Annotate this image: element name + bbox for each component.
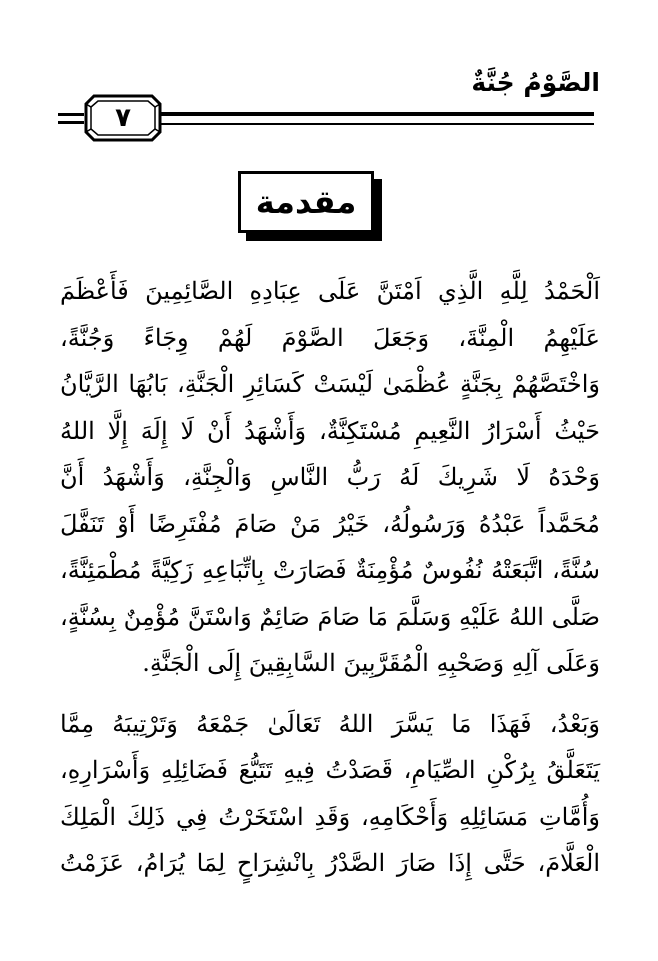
text-line: وَأُمَّاتِ مَسَائِلِهِ وَأَحْكَامِهِ، وَقَدِ اسْتَخَرْتُ فِي ذَلِكَ الْمَلِكَ	[60, 802, 600, 831]
paragraph	[60, 701, 600, 887]
header-rule-right	[160, 112, 594, 125]
text-line: صَلَّى اللهُ عَلَيْهِ وَسَلَّمَ مَا صَامَ صَائِمٌ وَاسْتَنَّ مُؤْمِنٌ بِسُنَّةٍ،	[60, 602, 600, 631]
text-line: الْعَلَّامَ، حَتَّى إِذَا صَارَ الصَّدْرُ بِانْشِرَاحٍ لِمَا يُرَامُ، عَزَمْتُ	[60, 849, 600, 877]
text-line: مُحَمَّداً عَبْدُهُ وَرَسُولُهُ، خَيْرُ مَنْ صَامَ مُفْتَرِضًا أَوْ تَنَفَّلَ	[60, 509, 600, 538]
text-line: وَبَعْدُ، فَهَذَا مَا يَسَّرَ اللهُ تَعَالَىٰ جَمْعَهُ وَتَرْتِيبَهُ مِمَّا	[60, 709, 600, 738]
page-number-badge	[84, 94, 162, 142]
running-title: الصَّوْمُ جُنَّةٌ	[471, 68, 600, 97]
text-line: وَعَلَى آلِهِ وَصَحْبِهِ الْمُقَرَّبِينَ السَّابِقِينَ إِلَى الْجَنَّةِ.	[142, 649, 600, 677]
text-line: وَحْدَهُ لَا شَرِيكَ لَهُ رَبُّ النَّاسِ وَالْجِنَّةِ، وَأَشْهَدُ أَنَّ	[60, 463, 600, 491]
paragraph-gap	[60, 687, 600, 701]
text-line: حَيْثُ أَسْرَارُ النَّعِيمِ مُسْتَكِنَّةٌ، وَأَشْهَدُ أَنْ لَا إِلَهَ إِلَّا اللهُ	[60, 416, 600, 445]
paragraph	[60, 268, 600, 687]
chapter-heading-box	[238, 171, 374, 233]
text-line: وَاخْتَصَّهُمْ بِجَنَّةٍ عُظْمَىٰ لَيْسَتْ كَسَائِرِ الْجَنَّةِ، بَابُهَا الرَّيَّانُ	[60, 370, 600, 398]
header-rule-left	[58, 113, 84, 124]
text-line: يَتَعَلَّقُ بِرُكْنِ الصِّيَامِ، قَصَدْتُ فِيهِ تَتَبُّعَ فَضَائِلِهِ وَأَسْرَارِهِ،	[60, 756, 600, 784]
text-line: اَلْحَمْدُ لِلَّهِ الَّذِي اَمْتَنَّ عَلَى عِبَادِهِ الصَّائِمِينَ فَأَعْظَمَ	[60, 277, 600, 305]
text-line: سُنَّةً، اتَّبَعَتْهُ نُفُوسٌ مُؤْمِنَةٌ فَصَارَتْ بِاتِّبَاعِهِ زَكِيَّةً مُطْمَئِنَّةً،	[60, 556, 600, 584]
text-line: عَلَيْهِمُ الْمِنَّةَ، وَجَعَلَ الصَّوْمَ لَهُمْ وِجَاءً وَجُنَّةً،	[60, 323, 600, 352]
chapter-title: مقدمة	[255, 183, 357, 221]
page-number: ٧	[115, 103, 131, 133]
body-text	[60, 268, 600, 887]
